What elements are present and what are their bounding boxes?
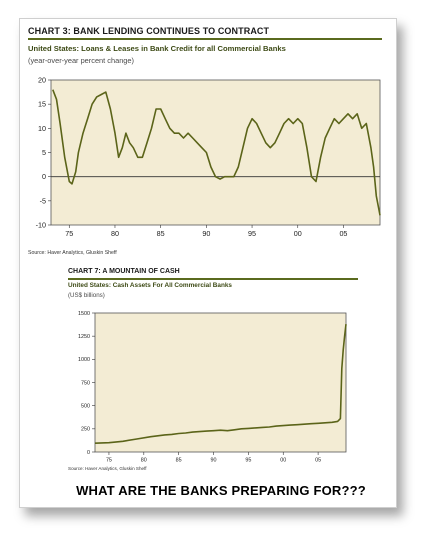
chart1-heading: CHART 3: BANK LENDING CONTINUES TO CONTRACT — [28, 26, 270, 36]
chart1-ytick-label: 0 — [42, 172, 46, 182]
chart1-ytick-label: 15 — [38, 99, 46, 109]
chart2-xtick-label: 85 — [175, 457, 182, 464]
chart1-xtick-label: 80 — [110, 229, 119, 239]
chart1-xtick-label: 75 — [65, 229, 74, 239]
chart2-ytick-label: 1250 — [78, 334, 90, 341]
chart2-xtick-label: 00 — [280, 457, 287, 464]
chart2-subtitle: (US$ billions) — [68, 292, 105, 299]
chart1-xtick-label: 90 — [202, 229, 211, 239]
chart2-ytick-label: 1500 — [78, 310, 90, 317]
chart1-ytick-label: 5 — [42, 148, 46, 158]
chart1-xtick-label: 85 — [156, 229, 165, 239]
chart1-ytick-label: -5 — [39, 196, 46, 206]
chart2-xtick-label: 05 — [315, 457, 322, 464]
chart1-xtick-label: 05 — [339, 229, 348, 239]
chart1-subtitle: (year-over-year percent change) — [28, 56, 134, 65]
chart1-title: United States: Loans & Leases in Bank Credit for all Commercial Banks — [28, 44, 286, 53]
chart2-xtick-label: 80 — [140, 457, 147, 464]
chart1-ytick-label: 10 — [38, 123, 46, 133]
chart1-source: Source: Haver Analytics, Gluskin Sheff — [28, 250, 117, 256]
chart2-xtick-label: 75 — [105, 457, 112, 464]
chart1-ytick-label: 20 — [38, 75, 46, 85]
chart2-ytick-label: 500 — [81, 403, 90, 410]
page-caption: WHAT ARE THE BANKS PREPARING FOR??? — [76, 483, 366, 498]
chart2-plot-area — [95, 313, 346, 452]
chart2-ytick-label: 0 — [87, 449, 90, 456]
chart1-ytick-label: -10 — [35, 220, 46, 230]
chart2-xtick-label: 90 — [210, 457, 217, 464]
chart2-source: Source: Haver Analytics, Gluskin Sheff — [68, 466, 147, 471]
chart1-xtick-label: 00 — [293, 229, 302, 239]
chart2-xtick-label: 95 — [245, 457, 252, 464]
chart2-ytick-label: 750 — [81, 380, 90, 387]
chart2-title: United States: Cash Assets For All Commercial Banks — [68, 282, 232, 289]
chart1-xtick-label: 95 — [248, 229, 257, 239]
chart2-ytick-label: 250 — [81, 426, 90, 433]
chart2-ytick-label: 1000 — [78, 357, 90, 364]
chart2-heading: CHART 7: A MOUNTAIN OF CASH — [68, 268, 180, 275]
